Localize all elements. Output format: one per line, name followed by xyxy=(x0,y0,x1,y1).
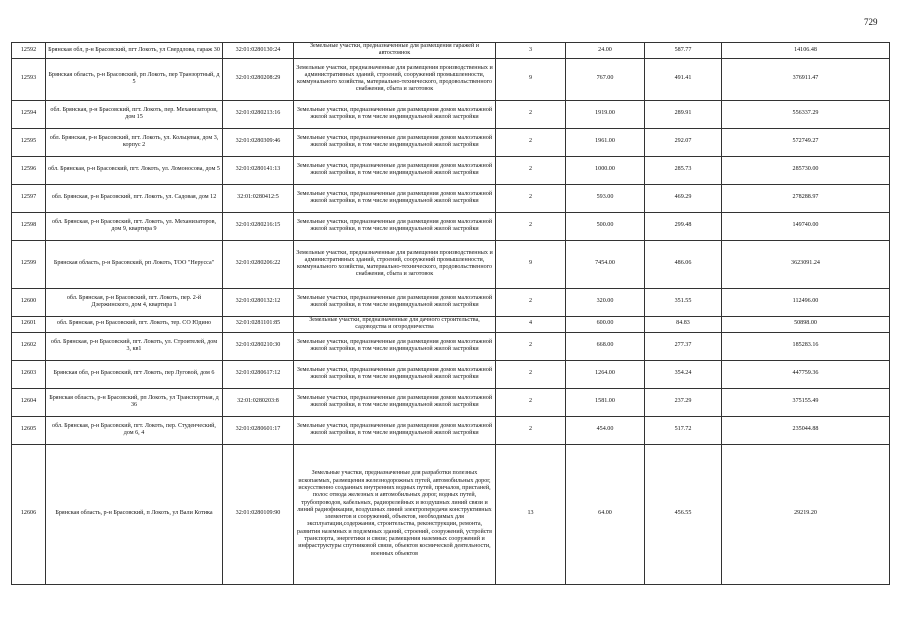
specific-value: 456.55 xyxy=(645,444,722,584)
cadastral-value: 14106.48 xyxy=(722,43,890,59)
use-category: 2 xyxy=(496,128,566,156)
address-cell: обл. Брянская, р-н Брасовский, пгт. Локоть, ул. Ломоносова, дом 5 xyxy=(46,156,223,184)
use-category: 9 xyxy=(496,58,566,100)
cadastral-value: 185283.16 xyxy=(722,332,890,360)
specific-value: 299.48 xyxy=(645,212,722,240)
table-row xyxy=(12,156,890,184)
area-value: 767.00 xyxy=(566,58,645,100)
cadastral-number: 32:01:0280208:29 xyxy=(223,58,294,100)
area-value: 500.00 xyxy=(566,212,645,240)
cadastral-number: 32:01:0280210:30 xyxy=(223,332,294,360)
specific-value: 517.72 xyxy=(645,416,722,444)
use-category: 2 xyxy=(496,184,566,212)
permitted-use: Земельные участки, предназначенные для размещения домов малоэтажной жилой застройки, в том числе индивидуальной жилой застройки xyxy=(294,184,496,212)
record-number: 12604 xyxy=(12,388,46,416)
registry-body xyxy=(12,43,890,585)
table-row xyxy=(12,316,890,332)
area-value: 1581.00 xyxy=(566,388,645,416)
record-number: 12602 xyxy=(12,332,46,360)
cadastral-number: 32:01:0280309:46 xyxy=(223,128,294,156)
address-cell: обл. Брянская, р-н Брасовский, пгт. Локоть, ул. Садовая, дом 12 xyxy=(46,184,223,212)
record-number: 12594 xyxy=(12,100,46,128)
area-value: 1000.00 xyxy=(566,156,645,184)
specific-value: 277.37 xyxy=(645,332,722,360)
cadastral-value: 447759.36 xyxy=(722,360,890,388)
area-value: 454.00 xyxy=(566,416,645,444)
table-row xyxy=(12,360,890,388)
table-row xyxy=(12,128,890,156)
cadastral-number: 32:01:0280617:12 xyxy=(223,360,294,388)
area-value: 1919.00 xyxy=(566,100,645,128)
table-row xyxy=(12,288,890,316)
use-category: 2 xyxy=(496,288,566,316)
permitted-use: Земельные участки, предназначенные для размещения домов малоэтажной жилой застройки, в том числе индивидуальной жилой застройки xyxy=(294,128,496,156)
record-number: 12605 xyxy=(12,416,46,444)
cadastral-value: 29219.20 xyxy=(722,444,890,584)
area-value: 1961.00 xyxy=(566,128,645,156)
use-category: 2 xyxy=(496,388,566,416)
record-number: 12598 xyxy=(12,212,46,240)
table-row xyxy=(12,58,890,100)
specific-value: 486.06 xyxy=(645,240,722,288)
address-cell: Брянская область, р-н Брасовский, рп Локоть, пер Транзортный, д 5 xyxy=(46,58,223,100)
cadastral-number: 32:01:0280141:13 xyxy=(223,156,294,184)
record-number: 12595 xyxy=(12,128,46,156)
table-row xyxy=(12,388,890,416)
cadastral-number: 32:01:0281101:85 xyxy=(223,316,294,332)
address-cell: обл. Брянская, р-н Брасовский, пгт. Локоть, пер. Студенческий, дом 6, 4 xyxy=(46,416,223,444)
cadastral-number: 32:01:0280213:16 xyxy=(223,100,294,128)
permitted-use: Земельные участки, предназначенные для размещения домов малоэтажной жилой застройки, в том числе индивидуальной жилой застройки xyxy=(294,416,496,444)
cadastral-value: 376911.47 xyxy=(722,58,890,100)
permitted-use: Земельные участки, предназначенные для разработки полезных ископаемых, размещения железнодорожных путей, автомобильных дорог, искусственно созданных внутренних водных путей, причалов, пристаней, полос отвода железных и автомобильных дорог, водных путей, трубопроводов, кабельных, радиорелейных и воздушных линий связи и линий радиофикации, воздушных линий электропередачи конструктивных элементов и сооружений, объектов, необходимых для эксплуатации,содержания, строительства, реконструкции, ремонта, развития наземных и подземных зданий, строений, сооружений, устройств транспорта, энергетики и связи; размещения наземных сооружений и инфраструктуры спутниковой связи, объектов космической деятельности, военных объектов xyxy=(294,444,496,584)
permitted-use: Земельные участки, предназначенные для размещения домов малоэтажной жилой застройки, в том числе индивидуальной жилой застройки xyxy=(294,388,496,416)
address-cell: Брянская обл, р-н Брасовский, пгт Локоть, ул Свердлова, гараж 30 xyxy=(46,43,223,59)
record-number: 12596 xyxy=(12,156,46,184)
table-row xyxy=(12,212,890,240)
area-value: 1264.00 xyxy=(566,360,645,388)
use-category: 13 xyxy=(496,444,566,584)
area-value: 668.00 xyxy=(566,332,645,360)
specific-value: 354.24 xyxy=(645,360,722,388)
specific-value: 491.41 xyxy=(645,58,722,100)
address-cell: Брянская область, р-н Брасовский, рп Локоть, ТОО "Нерусса" xyxy=(46,240,223,288)
specific-value: 587.77 xyxy=(645,43,722,59)
record-number: 12606 xyxy=(12,444,46,584)
permitted-use: Земельные участки, предназначенные для размещения домов малоэтажной жилой застройки, в том числе индивидуальной жилой застройки xyxy=(294,332,496,360)
cadastral-number: 32:01:0280206:22 xyxy=(223,240,294,288)
area-value: 24.00 xyxy=(566,43,645,59)
record-number: 12600 xyxy=(12,288,46,316)
permitted-use: Земельные участки, предназначенные для размещения домов малоэтажной жилой застройки, в том числе индивидуальной жилой застройки xyxy=(294,360,496,388)
specific-value: 285.73 xyxy=(645,156,722,184)
table-row xyxy=(12,100,890,128)
table-row xyxy=(12,43,890,59)
permitted-use: Земельные участки, предназначенные для размещения домов малоэтажной жилой застройки, в том числе индивидуальной жилой застройки xyxy=(294,156,496,184)
cadastral-number: 32:01:0280203:8 xyxy=(223,388,294,416)
address-cell: обл. Брянская, р-н Брасовский, пгт. Локоть, тер. СО Юдино xyxy=(46,316,223,332)
use-category: 2 xyxy=(496,156,566,184)
cadastral-value: 235044.88 xyxy=(722,416,890,444)
table-row xyxy=(12,416,890,444)
specific-value: 289.91 xyxy=(645,100,722,128)
record-number: 12597 xyxy=(12,184,46,212)
address-cell: Брянская обл, р-н Брасовский, пгт Локоть, пер Луговой, дом 6 xyxy=(46,360,223,388)
table-row xyxy=(12,240,890,288)
record-number: 12593 xyxy=(12,58,46,100)
address-cell: обл. Брянская, р-н Брасовский, пгт. Локоть, ул. Кольцевая, дом 3, корпус 2 xyxy=(46,128,223,156)
use-category: 2 xyxy=(496,100,566,128)
use-category: 2 xyxy=(496,332,566,360)
record-number: 12603 xyxy=(12,360,46,388)
table-row xyxy=(12,332,890,360)
specific-value: 292.07 xyxy=(645,128,722,156)
cadastral-value: 3623091.24 xyxy=(722,240,890,288)
specific-value: 237.29 xyxy=(645,388,722,416)
cadastral-value: 572749.27 xyxy=(722,128,890,156)
record-number: 12599 xyxy=(12,240,46,288)
cadastral-number: 32:01:0280412:5 xyxy=(223,184,294,212)
cadastral-value: 112496.00 xyxy=(722,288,890,316)
table-row xyxy=(12,444,890,584)
address-cell: обл. Брянская, р-н Брасовский, пгт. Локоть, пер. 2-й Дзержинского, дом 4, квартира 1 xyxy=(46,288,223,316)
specific-value: 469.29 xyxy=(645,184,722,212)
cadastral-value: 375155.49 xyxy=(722,388,890,416)
cadastral-value: 149740.00 xyxy=(722,212,890,240)
use-category: 4 xyxy=(496,316,566,332)
record-number: 12592 xyxy=(12,43,46,59)
cadastral-value: 556337.29 xyxy=(722,100,890,128)
area-value: 593.00 xyxy=(566,184,645,212)
permitted-use: Земельные участки, предназначенные для дачного строительства, садоводства и огородничества xyxy=(294,316,496,332)
use-category: 3 xyxy=(496,43,566,59)
page-number: 729 xyxy=(864,17,878,27)
cadastral-number: 32:01:0280130:24 xyxy=(223,43,294,59)
use-category: 2 xyxy=(496,360,566,388)
area-value: 7454.00 xyxy=(566,240,645,288)
cadastral-number: 32:01:0280216:15 xyxy=(223,212,294,240)
address-cell: Брянская область, р-н Брасовский, рп Локоть, ул Транспортная, д 36 xyxy=(46,388,223,416)
permitted-use: Земельные участки, предназначенные для размещения производственных и административных зданий, строений, сооружений промышленности, коммунального хозяйства, материально-технического, продовольственного снабжения, сбыта и заготовок xyxy=(294,58,496,100)
record-number: 12601 xyxy=(12,316,46,332)
land-registry-table xyxy=(11,42,890,585)
table-row xyxy=(12,184,890,212)
area-value: 320.00 xyxy=(566,288,645,316)
cadastral-number: 32:01:0280132:12 xyxy=(223,288,294,316)
cadastral-number: 32:01:0280109:90 xyxy=(223,444,294,584)
cadastral-number: 32:01:0280601:17 xyxy=(223,416,294,444)
permitted-use: Земельные участки, предназначенные для размещения домов малоэтажной жилой застройки, в том числе индивидуальной жилой застройки xyxy=(294,100,496,128)
address-cell: Брянская область, р-н Брасовский, п Локоть, ул Вали Котика xyxy=(46,444,223,584)
permitted-use: Земельные участки, предназначенные для размещения домов малоэтажной жилой застройки, в том числе индивидуальной жилой застройки xyxy=(294,288,496,316)
address-cell: обл. Брянская, р-н Брасовский, пгт. Локоть, пер. Механизаторов, дом 15 xyxy=(46,100,223,128)
use-category: 9 xyxy=(496,240,566,288)
permitted-use: Земельные участки, предназначенные для размещения гаражей и автостоянок xyxy=(294,43,496,59)
area-value: 600.00 xyxy=(566,316,645,332)
use-category: 2 xyxy=(496,212,566,240)
address-cell: обл. Брянская, р-н Брасовский, пгт. Локоть, ул. Строителей, дом 3, кв1 xyxy=(46,332,223,360)
cadastral-value: 50898.00 xyxy=(722,316,890,332)
permitted-use: Земельные участки, предназначенные для размещения производственных и административных зданий, строений, сооружений промышленности, коммунального хозяйства, материально-технического, продовольственного снабжения, сбыта и заготовок xyxy=(294,240,496,288)
area-value: 64.00 xyxy=(566,444,645,584)
cadastral-value: 278288.97 xyxy=(722,184,890,212)
specific-value: 84.83 xyxy=(645,316,722,332)
use-category: 2 xyxy=(496,416,566,444)
address-cell: обл. Брянская, р-н Брасовский, пгт. Локоть, ул. Механизаторов, дом 9, квартира 9 xyxy=(46,212,223,240)
permitted-use: Земельные участки, предназначенные для размещения домов малоэтажной жилой застройки, в том числе индивидуальной жилой застройки xyxy=(294,212,496,240)
cadastral-value: 285730.00 xyxy=(722,156,890,184)
specific-value: 351.55 xyxy=(645,288,722,316)
